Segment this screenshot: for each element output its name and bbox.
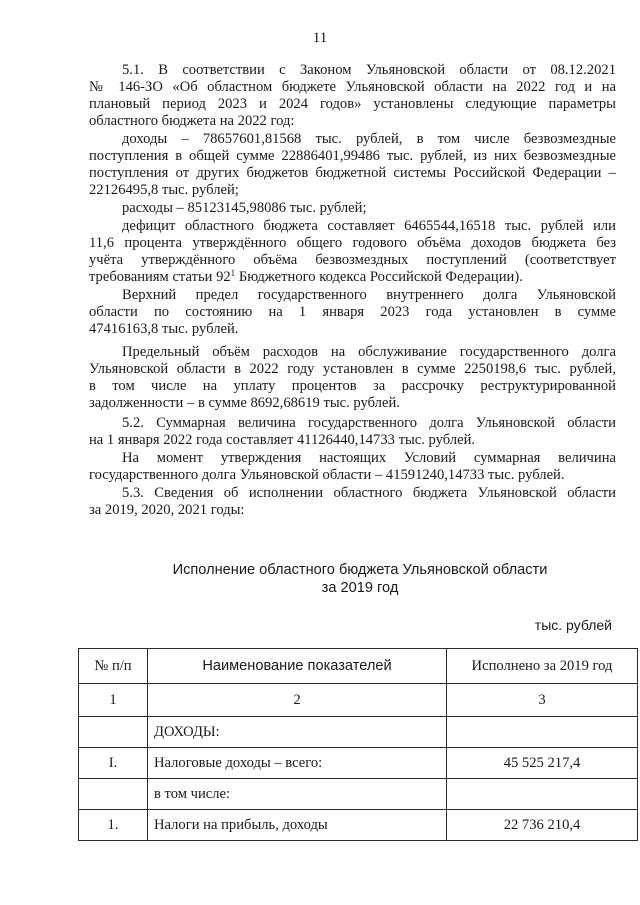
- column-number-cell: 3: [447, 684, 638, 717]
- header-cell-number: № п/п: [79, 649, 148, 684]
- table-subtitle: за 2019 год: [321, 580, 399, 596]
- row-value-cell: 22 736 210,4: [447, 810, 638, 841]
- text-line: учёта утверждённого объёма безвозмездных поступлений (соответствует: [89, 252, 616, 268]
- table-row: [79, 748, 638, 779]
- row-name-cell: Налоги на прибыль, доходы: [148, 810, 447, 841]
- paragraph-income: [89, 131, 616, 199]
- text-line: № 146-ЗО «Об областном бюджете Ульяновской области на 2022 год и на: [89, 79, 616, 95]
- table-row: [79, 717, 638, 748]
- text-line: области по состоянию на 1 января 2023 года установлен в сумме: [89, 304, 616, 320]
- text-line: Предельный объём расходов на обслуживание государственного долга: [122, 344, 616, 360]
- row-number-cell: I.: [79, 748, 148, 779]
- text-line: [89, 269, 616, 286]
- superscript: 1: [230, 268, 236, 278]
- units-label: тыс. рублей: [534, 617, 612, 633]
- table-row: [79, 810, 638, 841]
- row-number-cell: [79, 779, 148, 810]
- table-title: Исполнение областного бюджета Ульяновской области: [172, 562, 548, 578]
- paragraph-5-3: [89, 485, 616, 519]
- row-number-cell: [79, 717, 148, 748]
- text-line: 47416163,8 тыс. рублей.: [89, 321, 239, 337]
- text-line: 22126495,8 тыс. рублей;: [89, 182, 239, 198]
- header-cell-name: Наименование показателей: [148, 649, 447, 684]
- paragraph-debt-limit: [89, 287, 616, 338]
- row-value-cell: [447, 779, 638, 810]
- text-line: задолженности – в сумме 8692,68619 тыс. рублей.: [89, 395, 400, 411]
- table-row: [79, 779, 638, 810]
- header-cell-value: Исполнено за 2019 год: [447, 649, 638, 684]
- text-line: областного бюджета на 2022 год:: [89, 113, 295, 129]
- body-text: [89, 62, 616, 519]
- text-line: 11,6 процента утверждённого общего годового объёма доходов бюджета без: [89, 235, 616, 251]
- row-number-cell: 1.: [79, 810, 148, 841]
- text-line: доходы – 78657601,81568 тыс. рублей, в том числе безвозмездные: [122, 131, 616, 147]
- text-line: за 2019, 2020, 2021 годы:: [89, 502, 245, 518]
- paragraph-deficit: [89, 218, 616, 286]
- text-line: 5.2. Суммарная величина государственного долга Ульяновской области: [122, 415, 616, 431]
- text-fragment: Бюджетного кодекса Российской Федерации).: [238, 269, 523, 285]
- column-number-cell: 2: [148, 684, 447, 717]
- text-line: расходы – 85123145,98086 тыс. рублей;: [122, 200, 367, 216]
- text-line: в том числе на уплату процентов за рассрочку реструктурированной: [89, 378, 616, 394]
- row-name-cell: Налоговые доходы – всего:: [148, 748, 447, 779]
- paragraph-5-2: [89, 415, 616, 449]
- text-line: плановый период 2023 и 2024 годов» установлены следующие параметры: [89, 96, 616, 112]
- page-number: 11: [312, 30, 328, 46]
- text-line: государственного долга Ульяновской области – 41591240,14733 тыс. рублей.: [89, 467, 565, 483]
- text-line: 5.3. Сведения об исполнении областного бюджета Ульяновской области: [122, 485, 616, 501]
- text-line: 5.1. В соответствии с Законом Ульяновской области от 08.12.2021: [122, 62, 616, 78]
- text-line: поступления от других бюджетов бюджетной системы Российской Федерации –: [89, 165, 616, 181]
- text-line: Ульяновской области в 2022 году установлен в сумме 2250198,6 тыс. рублей,: [89, 361, 616, 377]
- column-number-cell: 1: [79, 684, 148, 717]
- text-line: на 1 января 2022 года составляет 41126440,14733 тыс. рублей.: [89, 432, 476, 448]
- paragraph-5-1: [89, 62, 616, 130]
- budget-table: [78, 648, 638, 841]
- text-fragment: требованиям статьи 92: [89, 269, 231, 285]
- paragraph-current-debt: [89, 450, 616, 484]
- table-column-numbers-row: [79, 684, 638, 717]
- row-name-cell: в том числе:: [148, 779, 447, 810]
- row-value-cell: 45 525 217,4: [447, 748, 638, 779]
- text-line: дефицит областного бюджета составляет 6465544,16518 тыс. рублей или: [122, 218, 616, 234]
- row-name-cell: ДОХОДЫ:: [148, 717, 447, 748]
- text-line: поступления в общей сумме 22886401,99486 тыс. рублей, из них безвозмездные: [89, 148, 616, 164]
- row-value-cell: [447, 717, 638, 748]
- paragraph-debt-service: [89, 344, 616, 412]
- table-header-row: [79, 649, 638, 684]
- text-line: На момент утверждения настоящих Условий суммарная величина: [122, 450, 616, 466]
- paragraph-expenses: [89, 200, 616, 217]
- text-line: Верхний предел государственного внутреннего долга Ульяновской: [122, 287, 616, 303]
